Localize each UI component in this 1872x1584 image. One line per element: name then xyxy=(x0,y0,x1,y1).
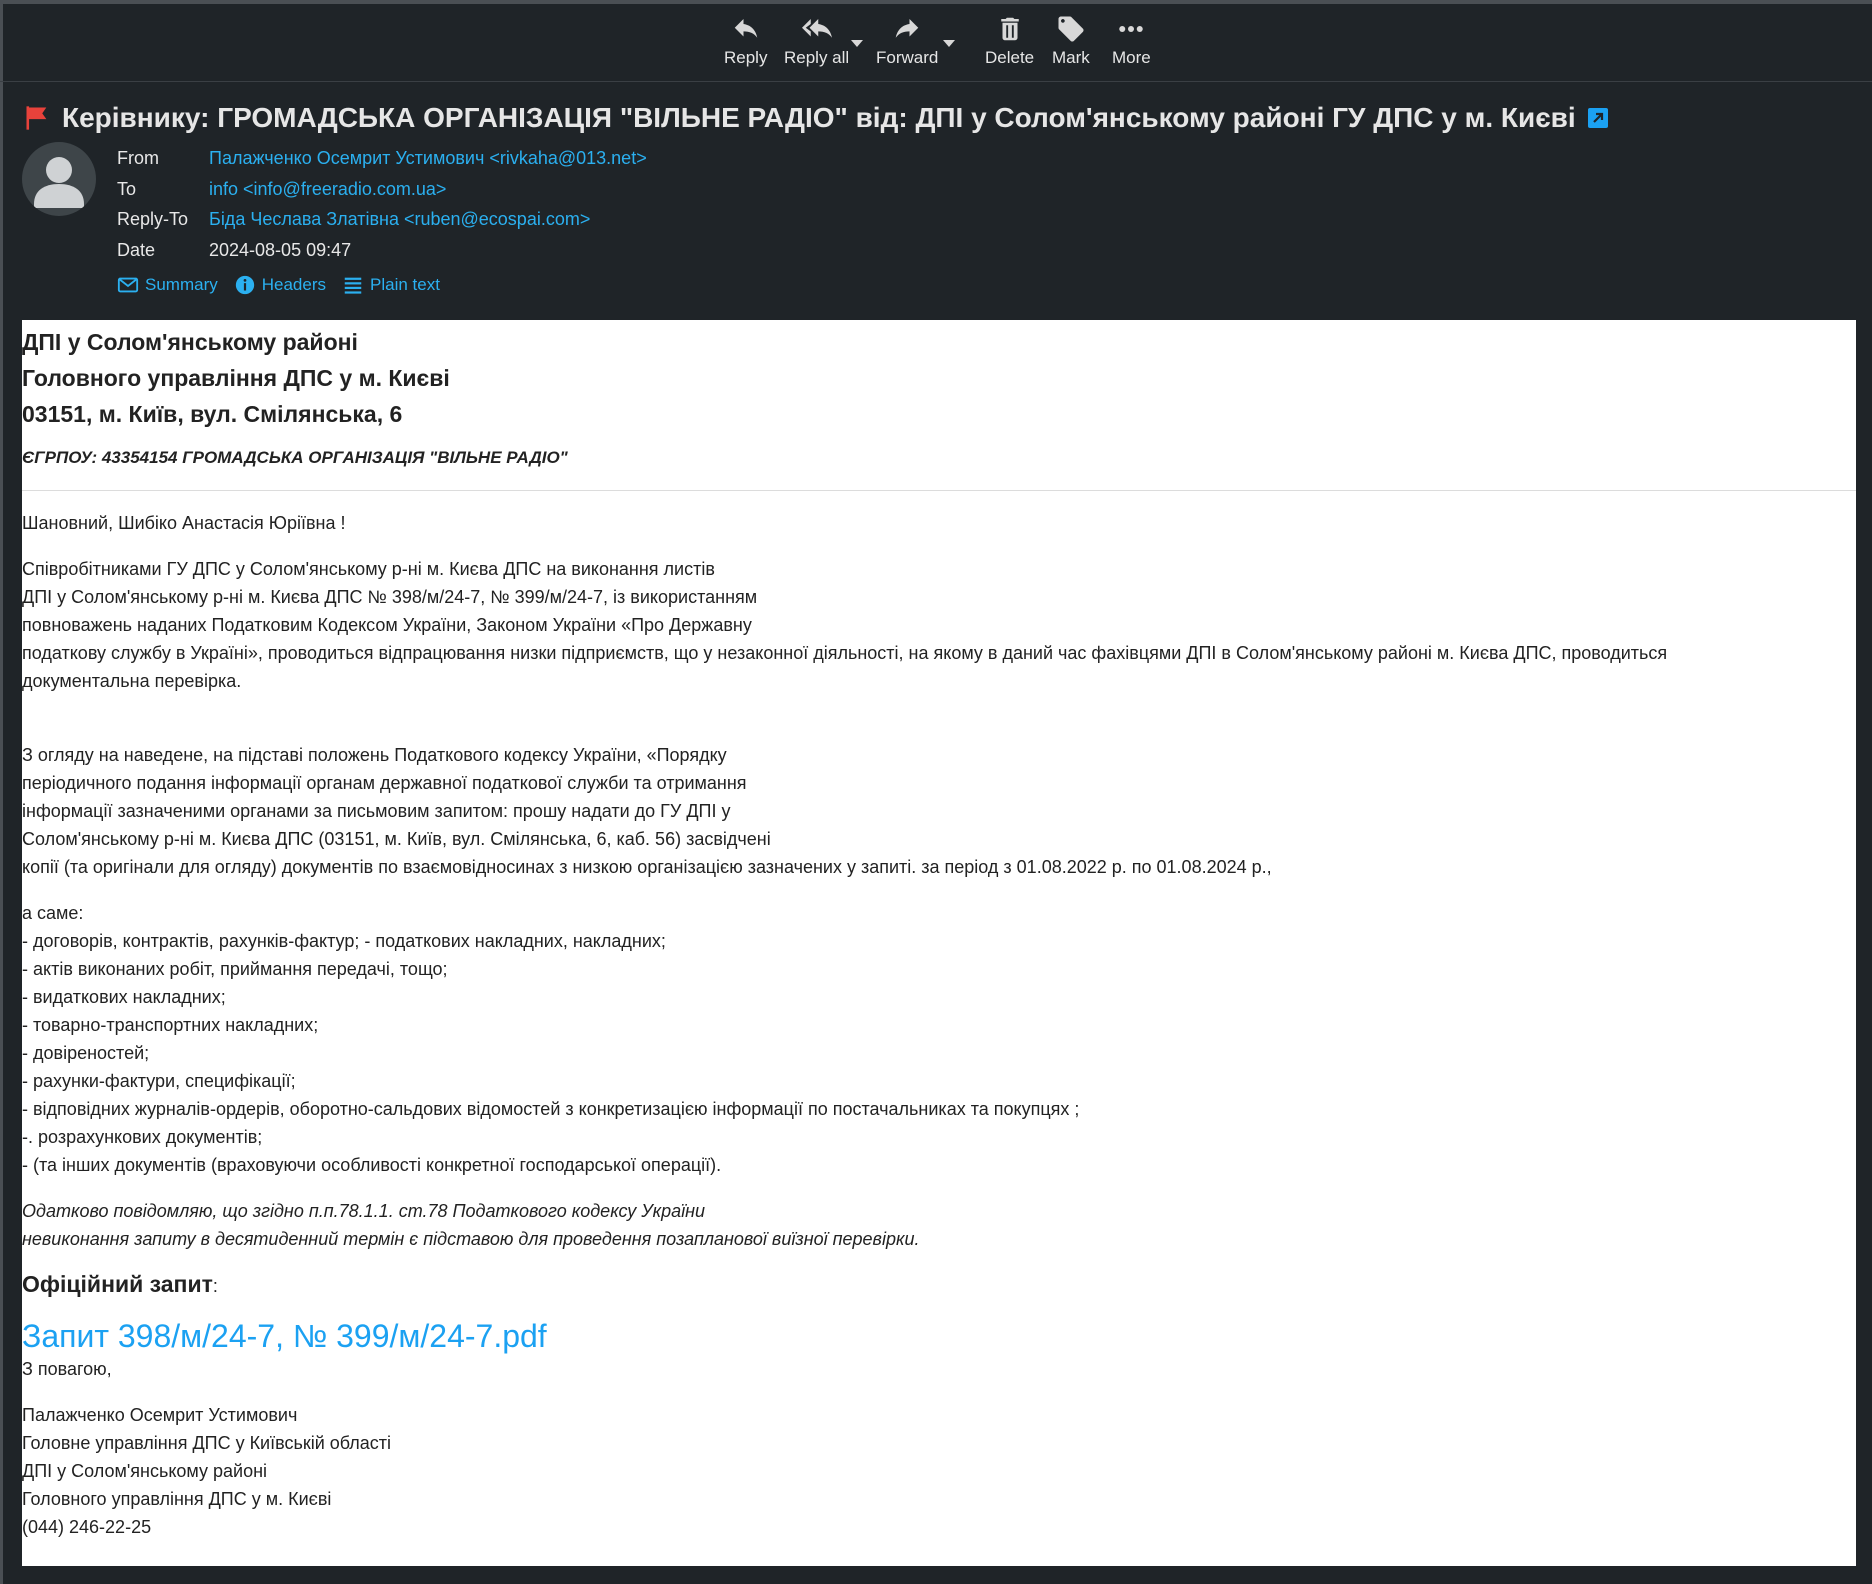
divider xyxy=(22,490,1856,491)
signature xyxy=(22,1401,1856,1541)
header-reply-to xyxy=(117,209,590,230)
egrpou-line: ЄГРПОУ: 43354154 ГРОМАДСЬКА ОРГАНІЗАЦІЯ "ВІЛЬНЕ РАДІО" xyxy=(22,448,568,467)
more-button[interactable] xyxy=(1112,14,1151,76)
list-item: а саме: xyxy=(22,903,84,923)
signature-line: Головне управління ДПС у Київській області xyxy=(22,1433,392,1453)
from-label: From xyxy=(117,148,159,168)
regards: З повагою, xyxy=(22,1359,112,1379)
to-value[interactable]: info <info@freeradio.com.ua> xyxy=(209,179,447,199)
org-line: ДПІ у Солом'янському районі xyxy=(22,329,358,355)
flag-icon[interactable] xyxy=(22,104,52,132)
list-item: - договорів, контрактів, рахунків-фактур; - податкових накладних, накладних; xyxy=(22,931,666,951)
reply-all-button[interactable] xyxy=(784,14,849,76)
list-item: - актів виконаних робіт, приймання передачі, тощо; xyxy=(22,959,448,979)
to-label: To xyxy=(117,179,137,199)
envelope-icon xyxy=(117,274,139,296)
text-line: копії (та оригінали для огляду) документів по взаємовідносинах з низкою організацією зазначених у запиті. за період з 01.08.2022 р. по 01.08.2024 р., xyxy=(22,857,1272,877)
org-line: Головного управління ДПС у м. Києві xyxy=(22,365,450,391)
external-link-icon[interactable] xyxy=(1588,108,1608,128)
date-value: 2024-08-05 09:47 xyxy=(209,240,352,260)
summary-link[interactable] xyxy=(117,274,218,296)
text-line: документальна перевірка. xyxy=(22,671,242,691)
reply-icon xyxy=(731,14,761,44)
tag-icon xyxy=(1056,14,1086,44)
text-line: повноважень наданих Податковим Кодексом України, Законом України «Про Державну xyxy=(22,615,752,635)
forward-label: Forward xyxy=(876,48,939,67)
info-icon xyxy=(234,274,256,296)
forward-button[interactable] xyxy=(876,14,938,76)
reply-button[interactable] xyxy=(724,14,767,76)
reply-all-label: Reply all xyxy=(784,48,850,67)
reply-to-label: Reply-To xyxy=(117,209,189,229)
warning-paragraph xyxy=(22,1197,1856,1253)
text-line: періодичного подання інформації органам державної податкової служби та отримання xyxy=(22,773,747,793)
forward-icon xyxy=(892,14,922,44)
reply-all-dropdown-caret[interactable] xyxy=(851,40,863,47)
list-item: - (та інших документів (враховуючи особливості конкретної господарської операції). xyxy=(22,1155,722,1175)
list-item: - відповідних журналів-ордерів, оборотно-сальдових відомостей з конкретизацією інформації по постачальниках та покупцях ; xyxy=(22,1099,1080,1119)
paragraph-2 xyxy=(22,741,1856,881)
header-from xyxy=(117,148,647,169)
reply-all-icon xyxy=(802,14,832,44)
text-line: Співробітниками ГУ ДПС у Солом'янському р-ні м. Києва ДПС на виконання листів xyxy=(22,559,715,579)
org-header xyxy=(22,320,1856,432)
message-subject: Керівнику: ГРОМАДСЬКА ОРГАНІЗАЦІЯ "ВІЛЬНЕ РАДІО" від: ДПІ у Солом'янському районі ГУ ДПС у м. Києві xyxy=(62,102,1576,133)
user-avatar-icon xyxy=(22,142,96,216)
request-title: Офіційний запит xyxy=(22,1271,213,1297)
paragraph-1 xyxy=(22,555,1856,695)
text-line: Солом'янському р-ні м. Києва ДПС (03151, м. Київ, вул. Смілянська, 6, каб. 56) засвідчені xyxy=(22,829,771,849)
header-date xyxy=(117,240,351,261)
reply-to-value[interactable]: Біда Чеслава Златівна <ruben@ecospai.com> xyxy=(209,209,591,229)
delete-button[interactable] xyxy=(985,14,1034,76)
text-line: податкову службу в Україні», проводиться відпрацювання низки підприємств, що у незаконної діяльності, на якому в даний час фахівцями ДПІ в Солом'янському районі м. Києва ДПС, проводиться xyxy=(22,643,1668,663)
text-line: інформації зазначеними органами за письмовим запитом: прошу надати до ГУ ДПІ у xyxy=(22,801,731,821)
delete-label: Delete xyxy=(985,48,1035,67)
headers-link[interactable] xyxy=(234,274,326,296)
list-item: - товарно-транспортних накладних; xyxy=(22,1015,319,1035)
org-line: 03151, м. Київ, вул. Смілянська, 6 xyxy=(22,401,403,427)
text-line: ДПІ у Солом'янському р-ні м. Києва ДПС № 398/м/24-7, № 399/м/24-7, із використанням xyxy=(22,587,758,607)
more-label: More xyxy=(1112,48,1151,67)
reply-label: Reply xyxy=(724,48,768,67)
from-value[interactable]: Палажченко Осемрит Устимович <rivkaha@013.net> xyxy=(209,148,647,168)
message-body xyxy=(22,320,1856,1566)
request-colon: : xyxy=(212,1276,218,1296)
message-toolbar xyxy=(0,4,1872,82)
list-item: - видаткових накладних; xyxy=(22,987,226,1007)
mark-label: Mark xyxy=(1052,48,1090,67)
lines-icon xyxy=(342,274,364,296)
window-frame-left xyxy=(0,0,3,1584)
header-to xyxy=(117,179,446,200)
sender-avatar xyxy=(22,142,96,216)
document-list xyxy=(22,899,1856,1179)
text-line: Одатково повідомляю, що згідно п.п.78.1.1. ст.78 Податкового кодексу України xyxy=(22,1201,706,1221)
attachment-row xyxy=(22,1318,1856,1355)
mark-button[interactable] xyxy=(1052,14,1090,76)
plain-text-label: Plain text xyxy=(370,275,440,294)
subject-row xyxy=(22,98,1608,138)
list-item: - довіреностей; xyxy=(22,1043,150,1063)
headers-label: Headers xyxy=(261,275,326,294)
greeting: Шановний, Шибіко Анастасія Юріївна ! xyxy=(22,513,346,533)
text-line: невиконання запиту в десятиденний термін є підставою для проведення позапланової виїзної перевірки. xyxy=(22,1229,920,1249)
summary-label: Summary xyxy=(145,275,218,294)
signature-line: (044) 246-22-25 xyxy=(22,1517,152,1537)
signature-line: Палажченко Осемрит Устимович xyxy=(22,1405,298,1425)
list-item: -. розрахункових документів; xyxy=(22,1127,263,1147)
signature-line: Головного управління ДПС у м. Києві xyxy=(22,1489,332,1509)
date-label: Date xyxy=(117,240,156,260)
trash-icon xyxy=(995,14,1025,44)
pdf-request-link[interactable]: Запит 398/м/24-7, № 399/м/24-7.pdf xyxy=(22,1318,547,1354)
list-item: - рахунки-фактури, специфікації; xyxy=(22,1071,296,1091)
forward-dropdown-caret[interactable] xyxy=(943,40,955,47)
text-line: З огляду на наведене, на підставі положень Податкового кодексу України, «Порядку xyxy=(22,745,727,765)
signature-line: ДПІ у Солом'янському районі xyxy=(22,1461,268,1481)
more-dots-icon xyxy=(1116,14,1146,44)
view-links xyxy=(117,274,456,296)
request-heading xyxy=(22,1271,1856,1300)
plain-text-link[interactable] xyxy=(342,274,440,296)
